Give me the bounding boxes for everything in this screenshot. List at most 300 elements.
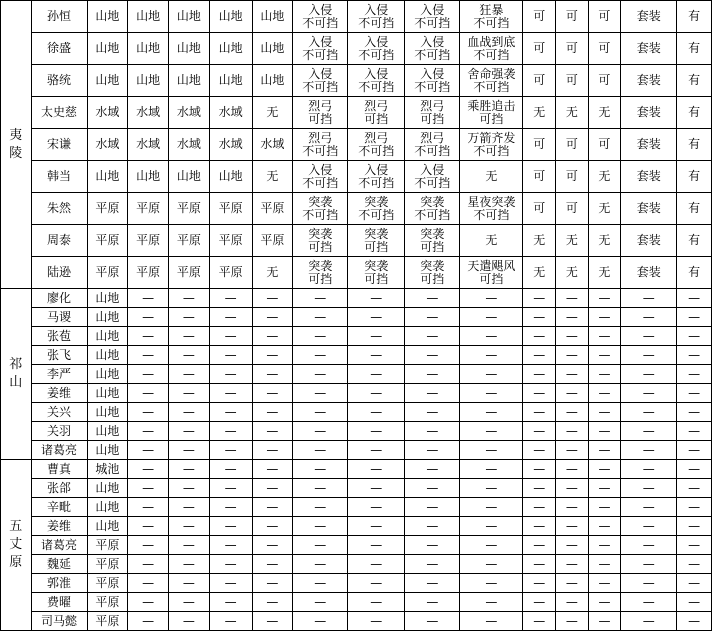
terrain-3: 山地	[169, 161, 210, 193]
table-row	[1, 289, 712, 308]
flag-1: 可	[523, 129, 556, 161]
terrain: 平原	[87, 193, 128, 225]
terrain: 山地	[87, 517, 128, 536]
set-item: 套装	[621, 65, 677, 97]
dash-cell: —	[293, 593, 348, 612]
dash-cell: —	[293, 498, 348, 517]
dash-cell: —	[348, 403, 405, 422]
dash-cell: —	[252, 308, 293, 327]
cell-line: 可挡	[364, 239, 389, 254]
cell-line: 入侵	[364, 162, 389, 177]
dash-cell: —	[128, 460, 169, 479]
cell-line: 入侵	[420, 2, 445, 17]
terrain: 山地	[87, 327, 128, 346]
ability-1	[293, 225, 348, 257]
dash-cell: —	[523, 593, 556, 612]
has-item: 有	[677, 1, 712, 33]
cell-line: 入侵	[364, 2, 389, 17]
cell-line: 入侵	[308, 162, 333, 177]
flag-2: 可	[556, 193, 589, 225]
cell-line: 烈弓	[364, 98, 389, 113]
dash-cell: —	[460, 346, 523, 365]
dash-cell: —	[588, 593, 621, 612]
flag-2: 可	[556, 129, 589, 161]
dash-cell: —	[556, 536, 589, 555]
terrain: 山地	[87, 384, 128, 403]
ability-4	[460, 225, 523, 257]
table-row	[1, 536, 712, 555]
dash-cell: —	[621, 479, 677, 498]
terrain: 平原	[87, 536, 128, 555]
terrain-3: 水域	[169, 129, 210, 161]
ability-1	[293, 1, 348, 33]
general-name: 司马懿	[31, 612, 87, 631]
dash-cell: —	[169, 517, 210, 536]
flag-2: 可	[556, 65, 589, 97]
set-item: 套装	[621, 1, 677, 33]
terrain-3: 平原	[169, 257, 210, 289]
terrain-4: 水域	[209, 129, 252, 161]
terrain-2: 山地	[128, 1, 169, 33]
dash-cell: —	[556, 308, 589, 327]
dash-cell: —	[209, 498, 252, 517]
dash-cell: —	[293, 365, 348, 384]
terrain-3: 山地	[169, 33, 210, 65]
dash-cell: —	[169, 479, 210, 498]
general-name: 周泰	[31, 225, 87, 257]
terrain: 山地	[87, 289, 128, 308]
terrain-2: 山地	[128, 33, 169, 65]
group-label-char: 原	[9, 555, 23, 570]
dash-cell: —	[556, 460, 589, 479]
dash-cell: —	[460, 517, 523, 536]
dash-cell: —	[556, 365, 589, 384]
cell-line: 入侵	[308, 2, 333, 17]
general-name: 关兴	[31, 403, 87, 422]
dash-cell: —	[348, 593, 405, 612]
dash-cell: —	[348, 555, 405, 574]
cell-line: 突袭	[364, 194, 389, 209]
general-name: 魏延	[31, 555, 87, 574]
dash-cell: —	[588, 365, 621, 384]
cell-line: 烈弓	[308, 130, 333, 145]
ability-2	[348, 193, 405, 225]
cell-line: 不可挡	[302, 47, 339, 62]
dash-cell: —	[252, 555, 293, 574]
dash-cell: —	[460, 612, 523, 631]
dash-cell: —	[588, 346, 621, 365]
flag-2: 可	[556, 1, 589, 33]
table-row	[1, 498, 712, 517]
terrain-5: 平原	[252, 193, 293, 225]
ability-2	[348, 129, 405, 161]
general-name: 孙恒	[31, 1, 87, 33]
table-row	[1, 403, 712, 422]
dash-cell: —	[209, 555, 252, 574]
terrain: 平原	[87, 612, 128, 631]
dash-cell: —	[677, 346, 712, 365]
has-item: 有	[677, 161, 712, 193]
cell-line: 可挡	[364, 271, 389, 286]
dash-cell: —	[128, 517, 169, 536]
ability-4	[460, 161, 523, 193]
dash-cell: —	[621, 612, 677, 631]
general-name: 诸葛亮	[31, 441, 87, 460]
terrain-4: 平原	[209, 193, 252, 225]
flag-3: 可	[588, 129, 621, 161]
ability-4	[460, 97, 523, 129]
dash-cell: —	[588, 460, 621, 479]
terrain-5: 水域	[252, 129, 293, 161]
dash-cell: —	[252, 612, 293, 631]
dash-cell: —	[523, 422, 556, 441]
dash-cell: —	[348, 384, 405, 403]
dash-cell: —	[523, 327, 556, 346]
cell-line: 天遣飓风	[467, 258, 516, 273]
general-name: 辛毗	[31, 498, 87, 517]
dash-cell: —	[677, 422, 712, 441]
dash-cell: —	[252, 346, 293, 365]
dash-cell: —	[523, 403, 556, 422]
terrain: 平原	[87, 257, 128, 289]
terrain: 平原	[87, 225, 128, 257]
dash-cell: —	[348, 460, 405, 479]
ability-2	[348, 33, 405, 65]
dash-cell: —	[252, 593, 293, 612]
dash-cell: —	[293, 574, 348, 593]
dash-cell: —	[169, 555, 210, 574]
ability-2	[348, 257, 405, 289]
dash-cell: —	[621, 593, 677, 612]
dash-cell: —	[348, 289, 405, 308]
dash-cell: —	[677, 289, 712, 308]
dash-cell: —	[621, 498, 677, 517]
dash-cell: —	[523, 289, 556, 308]
dash-cell: —	[588, 517, 621, 536]
cell-line: 不可挡	[473, 207, 510, 222]
dash-cell: —	[348, 346, 405, 365]
flag-1: 可	[523, 65, 556, 97]
table-row	[1, 97, 712, 129]
cell-line: 不可挡	[414, 175, 451, 190]
group-label-char: 夷	[9, 127, 23, 143]
dash-cell: —	[405, 289, 460, 308]
flag-1: 可	[523, 33, 556, 65]
dash-cell: —	[293, 612, 348, 631]
dash-cell: —	[460, 479, 523, 498]
cell-line: 不可挡	[358, 175, 395, 190]
cell-line: 突袭	[308, 194, 333, 209]
dash-cell: —	[460, 441, 523, 460]
dash-cell: —	[588, 384, 621, 403]
dash-cell: —	[523, 536, 556, 555]
terrain: 山地	[87, 479, 128, 498]
terrain: 山地	[87, 33, 128, 65]
cell-line: 不可挡	[302, 175, 339, 190]
dash-cell: —	[293, 327, 348, 346]
dash-cell: —	[588, 479, 621, 498]
set-item: 套装	[621, 257, 677, 289]
dash-cell: —	[621, 403, 677, 422]
general-name: 韩当	[31, 161, 87, 193]
terrain: 山地	[87, 498, 128, 517]
dash-cell: —	[348, 365, 405, 384]
dash-cell: —	[405, 593, 460, 612]
ability-4	[460, 257, 523, 289]
dash-cell: —	[209, 422, 252, 441]
dash-cell: —	[621, 574, 677, 593]
terrain-4: 水域	[209, 97, 252, 129]
dash-cell: —	[621, 308, 677, 327]
general-name: 廖化	[31, 289, 87, 308]
cell-line: 血战到底	[467, 34, 516, 49]
dash-cell: —	[169, 403, 210, 422]
dash-cell: —	[169, 308, 210, 327]
dash-cell: —	[621, 365, 677, 384]
dash-cell: —	[348, 441, 405, 460]
dash-cell: —	[460, 384, 523, 403]
dash-cell: —	[405, 403, 460, 422]
dash-cell: —	[169, 612, 210, 631]
dash-cell: —	[523, 517, 556, 536]
dash-cell: —	[405, 574, 460, 593]
dash-cell: —	[621, 327, 677, 346]
ability-1	[293, 193, 348, 225]
terrain-4: 山地	[209, 1, 252, 33]
terrain: 山地	[87, 308, 128, 327]
dash-cell: —	[556, 384, 589, 403]
dash-cell: —	[209, 289, 252, 308]
dash-cell: —	[209, 346, 252, 365]
dash-cell: —	[405, 460, 460, 479]
cell-line: 不可挡	[358, 79, 395, 94]
cell-line: 入侵	[420, 34, 445, 49]
ability-1	[293, 161, 348, 193]
dash-cell: —	[556, 593, 589, 612]
dash-cell: —	[128, 479, 169, 498]
cell-line: 可挡	[479, 111, 504, 126]
dash-cell: —	[293, 479, 348, 498]
dash-cell: —	[588, 536, 621, 555]
dash-cell: —	[348, 422, 405, 441]
flag-3: 无	[588, 97, 621, 129]
dash-cell: —	[252, 498, 293, 517]
cell-line: 可挡	[364, 111, 389, 126]
terrain: 平原	[87, 555, 128, 574]
dash-cell: —	[128, 327, 169, 346]
dash-cell: —	[405, 555, 460, 574]
dash-cell: —	[523, 574, 556, 593]
group-label	[1, 460, 32, 631]
table-row	[1, 517, 712, 536]
cell-line: 突袭	[308, 258, 333, 273]
dash-cell: —	[128, 441, 169, 460]
dash-cell: —	[621, 346, 677, 365]
cell-line: 突袭	[364, 226, 389, 241]
ability-3	[405, 225, 460, 257]
dash-cell: —	[405, 517, 460, 536]
terrain-5: 山地	[252, 1, 293, 33]
terrain: 山地	[87, 346, 128, 365]
terrain-5: 无	[252, 257, 293, 289]
cell-line: 不可挡	[302, 79, 339, 94]
dash-cell: —	[209, 327, 252, 346]
table-row	[1, 1, 712, 33]
dash-cell: —	[252, 441, 293, 460]
dash-cell: —	[677, 403, 712, 422]
cell-line: 突袭	[420, 226, 445, 241]
flag-3: 无	[588, 257, 621, 289]
group-label-char: 丈	[9, 537, 23, 552]
cell-line: 烈弓	[420, 98, 445, 113]
dash-cell: —	[556, 327, 589, 346]
dash-cell: —	[677, 517, 712, 536]
flag-1: 无	[523, 257, 556, 289]
dash-cell: —	[209, 365, 252, 384]
dash-cell: —	[209, 574, 252, 593]
dash-cell: —	[621, 384, 677, 403]
dash-cell: —	[209, 479, 252, 498]
terrain: 水域	[87, 129, 128, 161]
ability-2	[348, 1, 405, 33]
cell-line: 可挡	[420, 239, 445, 254]
dash-cell: —	[460, 498, 523, 517]
dash-cell: —	[169, 365, 210, 384]
dash-cell: —	[405, 441, 460, 460]
group-label-char: 祁	[9, 357, 23, 372]
cell-line: 入侵	[420, 66, 445, 81]
ability-3	[405, 65, 460, 97]
dash-cell: —	[677, 327, 712, 346]
ability-4	[460, 65, 523, 97]
dash-cell: —	[460, 555, 523, 574]
dash-cell: —	[556, 555, 589, 574]
group-label-char: 山	[9, 375, 23, 390]
dash-cell: —	[460, 422, 523, 441]
dash-cell: —	[128, 555, 169, 574]
cell-line: 无	[485, 169, 498, 183]
dash-cell: —	[460, 574, 523, 593]
cell-line: 不可挡	[302, 143, 339, 158]
has-item: 有	[677, 33, 712, 65]
ability-2	[348, 161, 405, 193]
dash-cell: —	[209, 612, 252, 631]
dash-cell: —	[209, 308, 252, 327]
dash-cell: —	[588, 289, 621, 308]
dash-cell: —	[523, 346, 556, 365]
cell-line: 突袭	[308, 226, 333, 241]
flag-1: 可	[523, 1, 556, 33]
dash-cell: —	[523, 441, 556, 460]
terrain-3: 山地	[169, 1, 210, 33]
set-item: 套装	[621, 33, 677, 65]
dash-cell: —	[588, 574, 621, 593]
dash-cell: —	[293, 460, 348, 479]
general-name: 姜维	[31, 384, 87, 403]
dash-cell: —	[252, 289, 293, 308]
flag-3: 无	[588, 225, 621, 257]
terrain-4: 山地	[209, 65, 252, 97]
cell-line: 不可挡	[473, 15, 510, 30]
dash-cell: —	[169, 593, 210, 612]
terrain-4: 山地	[209, 33, 252, 65]
general-name: 张郃	[31, 479, 87, 498]
dash-cell: —	[460, 308, 523, 327]
dash-cell: —	[252, 384, 293, 403]
dash-cell: —	[128, 536, 169, 555]
dash-cell: —	[252, 517, 293, 536]
cell-line: 可挡	[308, 111, 333, 126]
dash-cell: —	[405, 422, 460, 441]
dash-cell: —	[348, 479, 405, 498]
ability-3	[405, 129, 460, 161]
dash-cell: —	[556, 403, 589, 422]
dash-cell: —	[523, 308, 556, 327]
dash-cell: —	[252, 574, 293, 593]
dash-cell: —	[677, 441, 712, 460]
dash-cell: —	[293, 308, 348, 327]
dash-cell: —	[209, 593, 252, 612]
cell-line: 不可挡	[414, 207, 451, 222]
ability-1	[293, 257, 348, 289]
terrain: 山地	[87, 161, 128, 193]
ability-4	[460, 33, 523, 65]
general-name: 宋谦	[31, 129, 87, 161]
dash-cell: —	[293, 289, 348, 308]
general-name: 徐盛	[31, 33, 87, 65]
ability-2	[348, 65, 405, 97]
set-item: 套装	[621, 129, 677, 161]
flag-1: 可	[523, 193, 556, 225]
cell-line: 可挡	[479, 271, 504, 286]
dash-cell: —	[209, 460, 252, 479]
dash-cell: —	[677, 612, 712, 631]
cell-line: 万箭齐发	[467, 130, 516, 145]
dash-cell: —	[556, 289, 589, 308]
cell-line: 入侵	[364, 34, 389, 49]
table-row	[1, 555, 712, 574]
cell-line: 突袭	[420, 194, 445, 209]
dash-cell: —	[405, 612, 460, 631]
dash-cell: —	[128, 289, 169, 308]
table-row	[1, 308, 712, 327]
dash-cell: —	[677, 479, 712, 498]
dash-cell: —	[252, 536, 293, 555]
dash-cell: —	[588, 612, 621, 631]
terrain: 山地	[87, 441, 128, 460]
general-name: 张苞	[31, 327, 87, 346]
general-name: 关羽	[31, 422, 87, 441]
dash-cell: —	[460, 289, 523, 308]
dash-cell: —	[348, 574, 405, 593]
dash-cell: —	[677, 593, 712, 612]
dash-cell: —	[523, 460, 556, 479]
cell-line: 可挡	[308, 271, 333, 286]
terrain-5: 无	[252, 97, 293, 129]
terrain: 山地	[87, 65, 128, 97]
dash-cell: —	[209, 517, 252, 536]
terrain: 山地	[87, 1, 128, 33]
general-name: 曹真	[31, 460, 87, 479]
dash-cell: —	[252, 422, 293, 441]
cell-line: 入侵	[420, 162, 445, 177]
ability-3	[405, 97, 460, 129]
general-name: 马谡	[31, 308, 87, 327]
group-label-char: 陵	[9, 145, 23, 161]
cell-line: 不可挡	[473, 143, 510, 158]
dash-cell: —	[621, 441, 677, 460]
ability-3	[405, 161, 460, 193]
